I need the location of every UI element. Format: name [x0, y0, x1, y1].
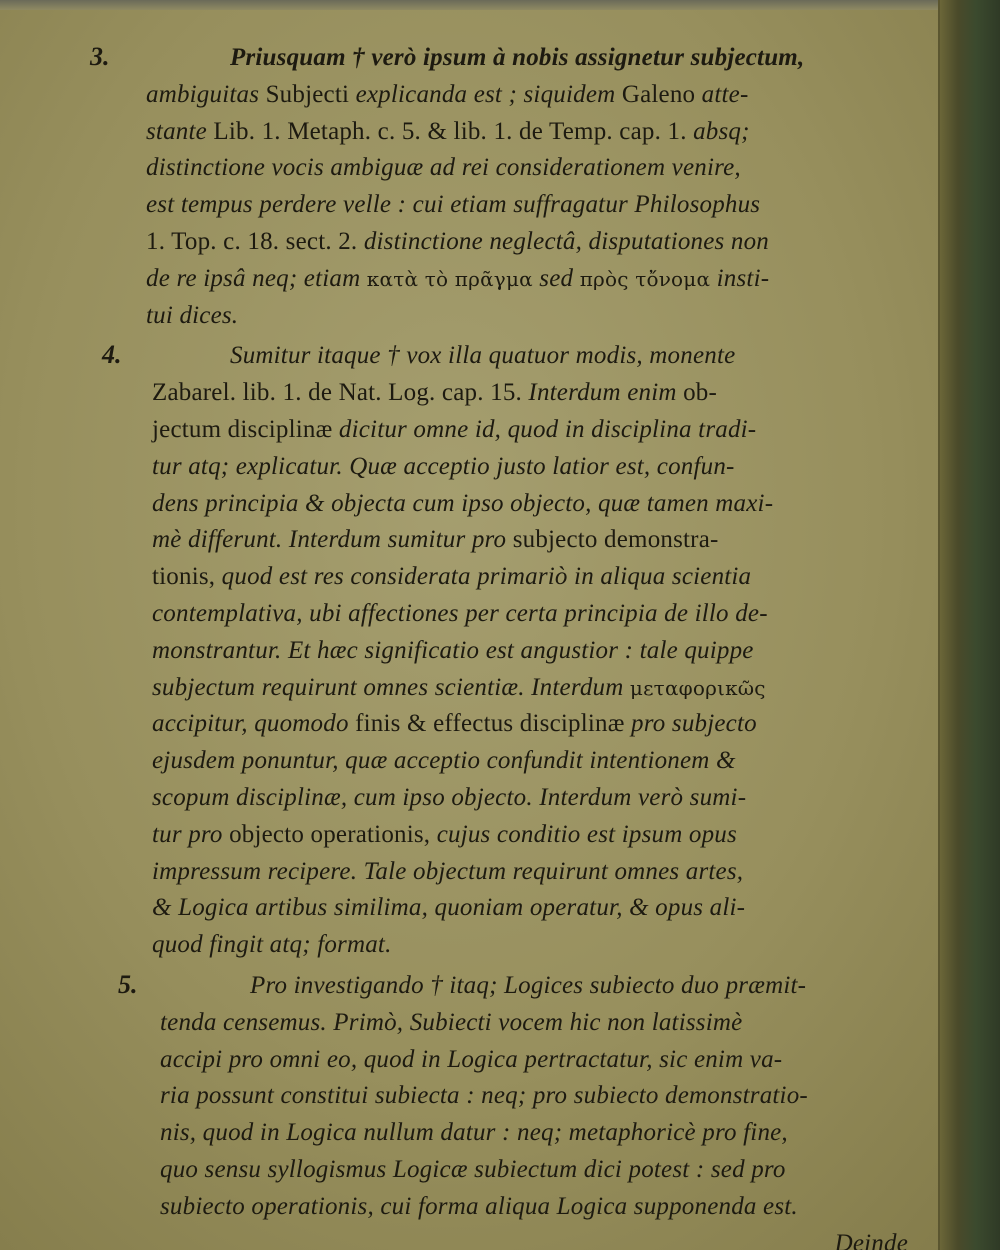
- text-body: [90, 40, 920, 1250]
- text-segment: contemplativa, ubi affectiones per certa principia de illo de-: [152, 599, 768, 627]
- text-line: [90, 77, 920, 114]
- text-line: [90, 1042, 920, 1079]
- text-line: [90, 670, 920, 707]
- text-line: [90, 114, 920, 151]
- text-segment: quo sensu syllogismus Logicæ subiectum dici potest : sed pro: [160, 1155, 786, 1183]
- text-line: [90, 1078, 920, 1115]
- text-segment: pro subjecto: [624, 710, 757, 738]
- text-segment: ejusdem ponuntur, quæ acceptio confundit intentionem &: [152, 747, 736, 775]
- text-segment: absq;: [686, 117, 750, 145]
- text-segment: Pro investigando † itaq; Logices subiecto duo præmit-: [250, 971, 807, 999]
- text-segment: subjecto demonstra-: [512, 526, 719, 554]
- text-segment: tui dices.: [146, 301, 239, 329]
- text-segment: mè differunt. Interdum sumitur pro: [152, 526, 513, 554]
- text-segment: jectum disciplinæ: [152, 415, 333, 443]
- text-line: [90, 449, 920, 486]
- text-segment: subjectum requirunt omnes scientiæ. Interdum: [152, 673, 630, 701]
- text-segment: Lib. 1. Metaph. c. 5. & lib. 1. de Temp. cap. 1.: [213, 117, 687, 145]
- text-segment: μεταφορικῶς: [629, 675, 766, 700]
- text-segment: Galeno: [621, 80, 696, 108]
- text-segment: est tempus perdere velle : cui etiam suffragatur Philosophus: [146, 191, 761, 219]
- text-line: [90, 338, 920, 375]
- text-segment: Sumitur itaque † vox illa quatuor modis, monente: [230, 342, 736, 370]
- text-line: [90, 968, 920, 1005]
- text-segment: Subjecti: [265, 80, 350, 108]
- text-segment: stante: [146, 117, 214, 145]
- text-line: [90, 224, 920, 261]
- text-line: [90, 150, 920, 187]
- text-segment: πρὸς τὄνομα: [579, 266, 711, 291]
- text-segment: tur atq; explicatur. Quæ acceptio justo latior est, confun-: [152, 452, 735, 480]
- text-segment: Zabarel. lib. 1. de Nat. Log. cap. 15.: [152, 379, 522, 407]
- text-segment: 1. Top. c. 18. sect. 2.: [146, 227, 358, 255]
- text-segment: explicanda est ; siquidem: [349, 80, 622, 108]
- text-segment: Interdum enim: [521, 379, 684, 407]
- text-segment: & Logica artibus similima, quoniam operatur, & opus ali-: [152, 894, 746, 922]
- text-line: [90, 375, 920, 412]
- text-segment: ria possunt constitui subiecta : neq; pro subiecto demonstratio-: [160, 1082, 808, 1110]
- text-segment: ob-: [683, 379, 717, 407]
- paragraph-lines: [90, 968, 920, 1226]
- text-line: [90, 596, 920, 633]
- text-segment: objecto operationis,: [229, 820, 431, 848]
- text-line: [90, 40, 920, 77]
- paragraph-lines: [90, 338, 920, 964]
- text-segment: tur pro: [152, 820, 230, 848]
- text-line: [90, 298, 920, 335]
- text-segment: atte-: [695, 80, 749, 108]
- text-segment: dicitur omne id, quod in disciplina tradi-: [332, 415, 757, 443]
- paragraph-number: 3.: [90, 42, 110, 71]
- text-segment: accipitur, quomodo: [152, 710, 356, 738]
- text-line: [90, 412, 920, 449]
- text-line: [90, 1152, 920, 1189]
- text-segment: tenda censemus. Primò, Subiecti vocem hic non latissimè: [160, 1008, 743, 1036]
- text-segment: impressum recipere. Tale objectum requirunt omnes artes,: [152, 857, 744, 885]
- text-segment: cujus conditio est ipsum opus: [430, 820, 737, 848]
- text-segment: finis & effectus disciplinæ: [355, 710, 625, 738]
- text-line: [90, 187, 920, 224]
- text-segment: insti-: [710, 264, 770, 292]
- text-line: [90, 780, 920, 817]
- text-segment: subiecto operationis, cui forma aliqua Logica supponenda est.: [160, 1192, 798, 1220]
- paragraph-4: [90, 338, 920, 964]
- text-segment: de re ipsâ neq; etiam: [146, 264, 367, 292]
- text-line: [90, 854, 920, 891]
- text-line: [90, 633, 920, 670]
- text-segment: scopum disciplinæ, cum ipso objecto. Interdum verò sumi-: [152, 783, 747, 811]
- text-line: [90, 927, 920, 964]
- text-segment: κατὰ τὸ πρᾶγμα: [366, 266, 533, 291]
- paragraph-3: [90, 40, 920, 334]
- text-segment: distinctione neglectâ, disputationes non: [357, 227, 770, 255]
- book-gutter: [940, 0, 1000, 1250]
- text-segment: ambiguitas: [146, 80, 266, 108]
- paragraph-number: 5.: [118, 969, 138, 999]
- text-line: [90, 1115, 920, 1152]
- paragraph-5: [90, 968, 920, 1226]
- text-segment: tionis,: [152, 563, 216, 591]
- text-line: [90, 1189, 920, 1226]
- text-segment: quod fingit atq; format.: [152, 931, 392, 959]
- text-line: [90, 522, 920, 559]
- page-top-edge: [0, 0, 1000, 10]
- paragraph-lines: [90, 40, 920, 334]
- text-line: [90, 890, 920, 927]
- text-line: [90, 817, 920, 854]
- text-segment: nis, quod in Logica nullum datur : neq; metaphoricè pro fine,: [160, 1119, 788, 1147]
- text-segment: distinctione vocis ambiguæ ad rei considerationem venire,: [146, 154, 741, 182]
- text-segment: monstrantur. Et hæc significatio est angustior : tale quippe: [152, 636, 754, 664]
- text-segment: dens principia & objecta cum ipso objecto, quæ tamen maxi-: [152, 489, 774, 517]
- text-line: [90, 706, 920, 743]
- text-line: [90, 743, 920, 780]
- text-segment: sed: [532, 264, 580, 292]
- text-segment: accipi pro omni eo, quod in Logica pertractatur, sic enim va-: [160, 1045, 783, 1073]
- text-line: [90, 261, 920, 298]
- text-line: [90, 1005, 920, 1042]
- catchword: Deinde: [834, 1229, 908, 1250]
- paragraph-number: 4.: [102, 340, 122, 370]
- text-segment: quod est res considerata primariò in aliqua scientia: [215, 563, 752, 591]
- text-line: [90, 559, 920, 596]
- text-line: [90, 486, 920, 523]
- text-segment: Priusquam † verò ipsum à nobis assignetur subjectum,: [230, 44, 805, 71]
